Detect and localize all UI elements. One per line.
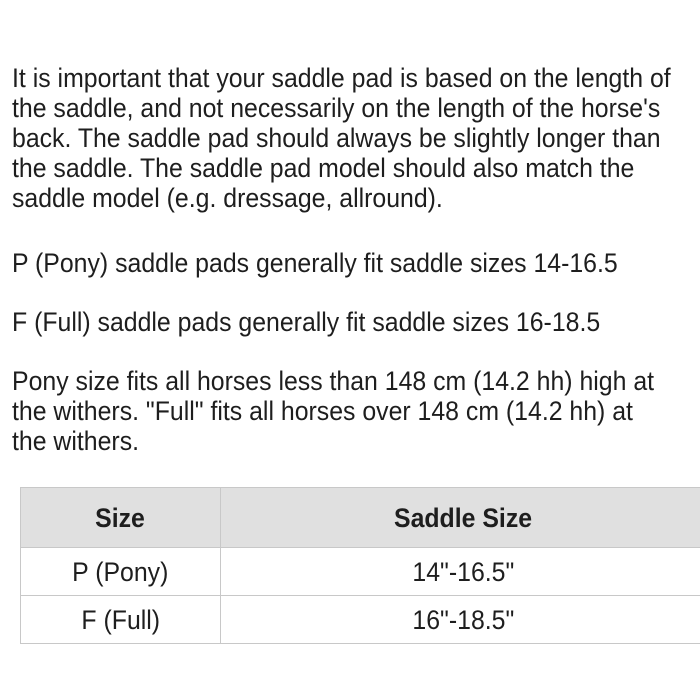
table-header-row — [21, 488, 700, 548]
table-header-size — [21, 488, 221, 548]
withers-height-paragraph: Pony size fits all horses less than 148 cm (14.2 hh) high at the withers. "Full" fits all horses over 148 cm (14.2 hh) at the withers. — [12, 366, 655, 456]
size-cell-value: P (Pony) — [72, 556, 169, 587]
size-cell — [21, 548, 221, 596]
full-fit-paragraph: F (Full) saddle pads generally fit saddle sizes 16-18.5 — [12, 307, 601, 337]
table-header-saddle-size — [221, 488, 700, 548]
size-cell-value: F (Full) — [81, 604, 160, 635]
pony-fit-paragraph: P (Pony) saddle pads generally fit saddle sizes 14-16.5 — [12, 248, 618, 278]
size-cell — [21, 596, 221, 644]
saddle-size-cell-value: 16"-18.5" — [412, 604, 514, 635]
table-header-size-label: Size — [95, 502, 146, 533]
saddle-size-cell — [221, 548, 700, 596]
table-header-saddle-size-label: Saddle Size — [393, 502, 533, 533]
intro-paragraph: It is important that your saddle pad is based on the length of the saddle, and not necessarily on the length of the horse's back. The saddle pad should always be slightly longer than the saddle. The saddle pad model should also match the saddle model (e.g. dressage, allround). — [12, 63, 671, 213]
saddle-size-table — [20, 487, 700, 644]
saddle-size-cell — [221, 596, 700, 644]
table-row — [21, 548, 700, 596]
saddle-size-cell-value: 14"-16.5" — [412, 556, 514, 587]
size-table-wrapper — [20, 487, 700, 644]
table-row — [21, 596, 700, 644]
